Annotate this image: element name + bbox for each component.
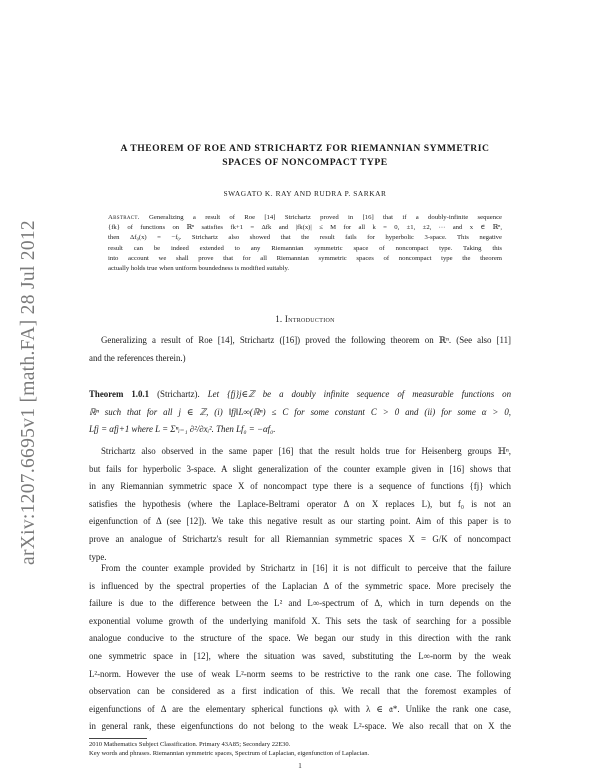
title-line-1: A THEOREM OF ROE AND STRICHARTZ FOR RIEMANNIAN SYMMETRIC xyxy=(120,143,490,154)
text-line: exponential volume growth of the underlying manifold X. This sets the task of searching for a possible xyxy=(89,615,511,626)
arxiv-identifier-text: arXiv:1207.6695v1 [math.FA] 28 Jul 2012 xyxy=(18,220,39,565)
section-heading xyxy=(80,314,530,324)
abstract-line: actually holds true when uniform boundedness is modified suitably. xyxy=(108,265,290,273)
theorem-attribution: (Strichartz). xyxy=(157,389,200,399)
page-number: 1 xyxy=(298,762,302,770)
abstract-line: {fk} of functions on ℝⁿ satisfies fk+1 = Δfk and |fk(x)| ≤ M for all k = 0, ±1, ±2, ··· and x ∈ ℝⁿ, xyxy=(108,224,502,232)
text-line: Strichartz also observed in the same paper [16] that the result holds true for Heisenberg groups ℍⁿ, xyxy=(101,446,511,456)
theorem-line: ℝⁿ such that for all j ∈ ℤ, (i) ‖fj‖L∞(ℝⁿ) ≤ C for some constant C > 0 and (ii) for some α > 0, xyxy=(89,406,511,417)
abstract-line: result can be indeed extended to any Riemannian symmetric space of noncompact type. Taking this xyxy=(108,244,502,252)
theorem-block xyxy=(89,386,511,439)
intro-paragraph xyxy=(89,332,511,367)
text-line: eigenfunction of Δ (see [12]). We take this negative result as our starting point. Aim of this paper is to xyxy=(89,516,511,527)
text-line: and the references therein.) xyxy=(89,352,186,363)
theorem-label: Theorem 1.0.1 xyxy=(89,389,150,399)
paper-title xyxy=(80,142,530,170)
title-line-2: SPACES OF NONCOMPACT TYPE xyxy=(222,157,388,168)
text-line: one symmetric space in [12], where the situation was saved, substituting the L∞-norm by the weak xyxy=(89,650,511,661)
paper-authors: SWAGATO K. RAY AND RUDRA P. SARKAR xyxy=(223,189,387,198)
abstract-label: Abstract. xyxy=(108,214,140,221)
text-line: type. xyxy=(89,551,107,562)
text-line: in any Riemannian symmetric space X of noncompact type there is a sequence of functions {fj} which xyxy=(89,481,511,492)
paragraph-counter-example xyxy=(89,560,511,736)
text-line: L²-norm. However the use of weak L²-norm seems to be restrictive to the rank one case. The following xyxy=(89,668,511,679)
text-line: Generalizing a result of Roe [14], Strichartz ([16]) proved the following theorem on ℝⁿ. (See also [11] xyxy=(101,335,511,345)
footnote-divider xyxy=(89,738,147,739)
abstract-block xyxy=(108,213,502,274)
text-line: observation can be considered as a first indication of this. We recall that the foremost examples of xyxy=(89,686,511,697)
text-line: eigenfunctions of Δ are the elementary spherical functions φλ with λ ∈ 𝔞*. Unlike the rank one case, xyxy=(89,703,511,714)
section-title: Introduction xyxy=(284,314,335,324)
text-line: From the counter example provided by Strichartz in [16] it is not difficult to perceive that the failure xyxy=(101,563,511,573)
text-line: satisfies the hypothesis (where the Laplace-Beltrami operator Δ on X replaces L), but f₀ is not an xyxy=(89,498,511,509)
abstract-line: then Δf₀(x) = −f₀. Strichartz also showed that the result fails for hyperbolic 3-space. This negative xyxy=(108,234,502,242)
text-line: but fails for hyperbolic 3-space. A slight generalization of the counter example given in [16] shows that xyxy=(89,463,511,474)
abstract-line: Abstract. Generalizing a result of Roe [14] Strichartz proved in [16] that if a doubly-infinite sequence xyxy=(108,214,502,221)
text-line: analogue conducive to the structure of the space. We began our study in this direction with the rank xyxy=(89,633,511,644)
text-line: failure is due to the difference between the L² and L∞-spectrum of Δ, which in turn depends on the xyxy=(89,598,511,609)
paragraph-strichartz-observation xyxy=(89,443,511,566)
footnote-classification: 2010 Mathematics Subject Classification. Primary 43A85; Secondary 22E30. xyxy=(89,741,291,748)
text-line: prove an analogue of Strichartz's result for all Riemannian symmetric spaces X = G/K of noncompact xyxy=(89,533,511,544)
abstract-line: into account we shall prove that for all Riemannian symmetric spaces of noncompact type the theorem xyxy=(108,254,502,262)
section-number: 1. xyxy=(275,314,283,324)
footnote-keywords: Key words and phrases. Riemannian symmetric spaces, Spectrum of Laplacian, eigenfunction of Laplacian. xyxy=(89,750,370,757)
theorem-line: Lfj = αfj+1 where L = Σⁿᵢ₌₁ ∂²/∂xᵢ². Then Lf₀ = −αf₀. xyxy=(89,424,276,435)
text-line: is influenced by the spectral properties of the Laplacian Δ of the symmetric space. More precisely the xyxy=(89,580,511,591)
theorem-line: Theorem 1.0.1 (Strichartz). Let {fj}j∈ℤ be a doubly infinite sequence of measurable functions on xyxy=(89,389,512,399)
text-line: in general rank, these eigenfunctions do not belong to the weak L²-space. We also recall that on X the xyxy=(89,721,511,732)
